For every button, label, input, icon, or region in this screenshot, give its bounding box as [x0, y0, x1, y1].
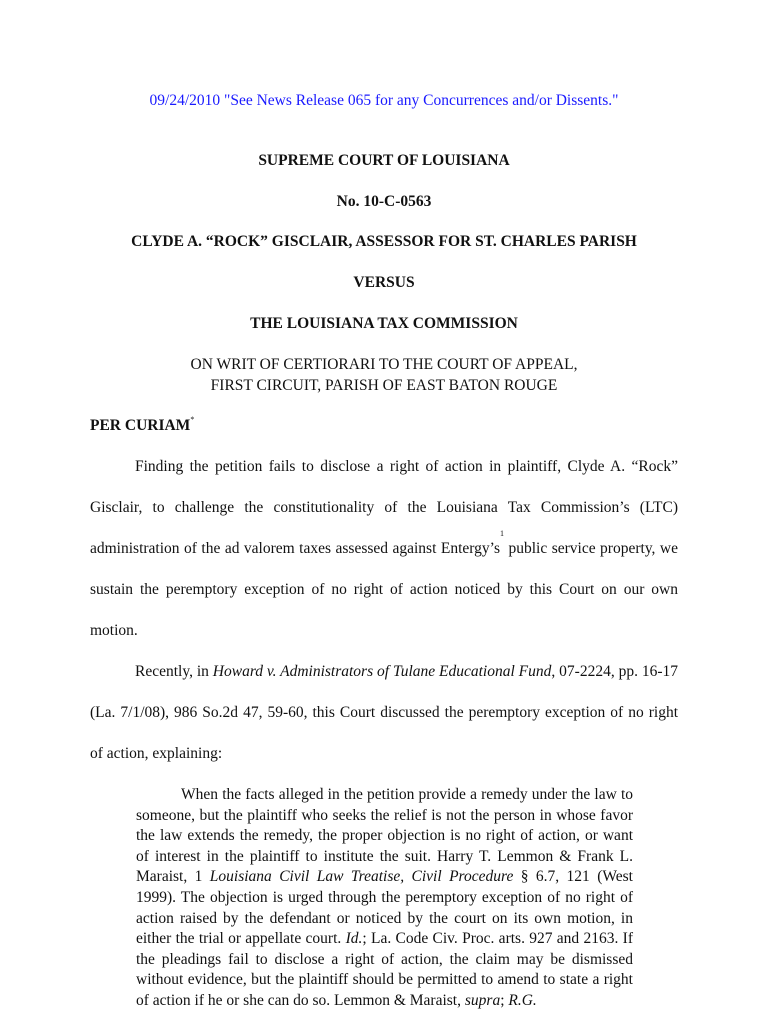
quote-text-3: ; La. Code Civ. Proc. arts. 927 and 2163. If the pleadings fail to disclose a right of action, the claim may be dismissed without evidence, but the plaintiff should be permitted to amend to state a right of action if he or she can do so. Lemmon & Maraist, — [136, 930, 633, 1009]
block-quote — [136, 785, 633, 1012]
writ-line-1: ON WRIT OF CERTIORARI TO THE COURT OF APPEAL, — [190, 356, 578, 373]
treatise-title: Louisiana Civil Law Treatise, Civil Procedure — [209, 868, 514, 886]
case-citation: Howard v. Administrators of Tulane Educational Fund — [212, 663, 552, 680]
paragraph-2-text-cont: , 07-2224, pp. 16-17 (La. 7/1/08), 986 So.2d 47, 59-60, this Court discussed the peremptory exception of no right of action, explaining: — [90, 663, 679, 762]
opinion-paragraph-1 — [90, 446, 678, 651]
rg-citation: R.G. — [508, 991, 537, 1009]
supra-citation: supra — [464, 991, 501, 1009]
news-release-notice: 09/24/2010 "See News Release 065 for any Concurrences and/or Dissents." — [149, 92, 619, 109]
versus-label: VERSUS — [353, 274, 415, 291]
footnote-1-marker: 1 — [500, 529, 504, 538]
footnote-marker: * — [190, 415, 195, 424]
plaintiff-caption: CLYDE A. “ROCK” GISCLAIR, ASSESSOR FOR ST. CHARLES PARISH — [131, 233, 637, 250]
paragraph-2-text: Recently, in — [135, 663, 213, 680]
per-curiam-heading — [90, 417, 194, 435]
paragraph-1-text: Finding the petition fails to disclose a right of action in plaintiff, Clyde A. “Rock” Gisclair, to challenge the constitutionality of the Louisiana Tax Commission’s (LTC) administration of the ad valorem taxes assessed against Entergy’s — [90, 458, 678, 557]
quote-text-2: § 6.7, 121 (West 1999). The objection is urged through the peremptory exception of no right of action raised by the defendant or noticed by the court on its own motion, in either the trial or appellate court. — [136, 868, 633, 948]
court-name: SUPREME COURT OF LOUISIANA — [258, 152, 510, 169]
paragraph-1-text-cont: public service property, we sustain the peremptory exception of no right of action noticed by this Court on our own motion. — [90, 540, 678, 639]
quote-text-1: When the facts alleged in the petition provide a remedy under the law to someone, but the plaintiff who seeks the relief is not the person in whose favor the law extends the remedy, the proper objection is no right of action, or want of interest in the plaintiff to institute the suit. Harry T. Lemmon & Frank L. Maraist, 1 — [136, 786, 633, 886]
opinion-paragraph-2 — [90, 651, 678, 774]
quote-text-4: ; — [500, 991, 509, 1009]
writ-line-2: FIRST CIRCUIT, PARISH OF EAST BATON ROUGE — [210, 377, 558, 394]
id-citation: Id. — [345, 930, 363, 948]
docket-number: No. 10-C-0563 — [336, 193, 432, 210]
defendant-caption: THE LOUISIANA TAX COMMISSION — [250, 315, 518, 332]
per-curiam-label: PER CURIAM — [90, 417, 191, 434]
